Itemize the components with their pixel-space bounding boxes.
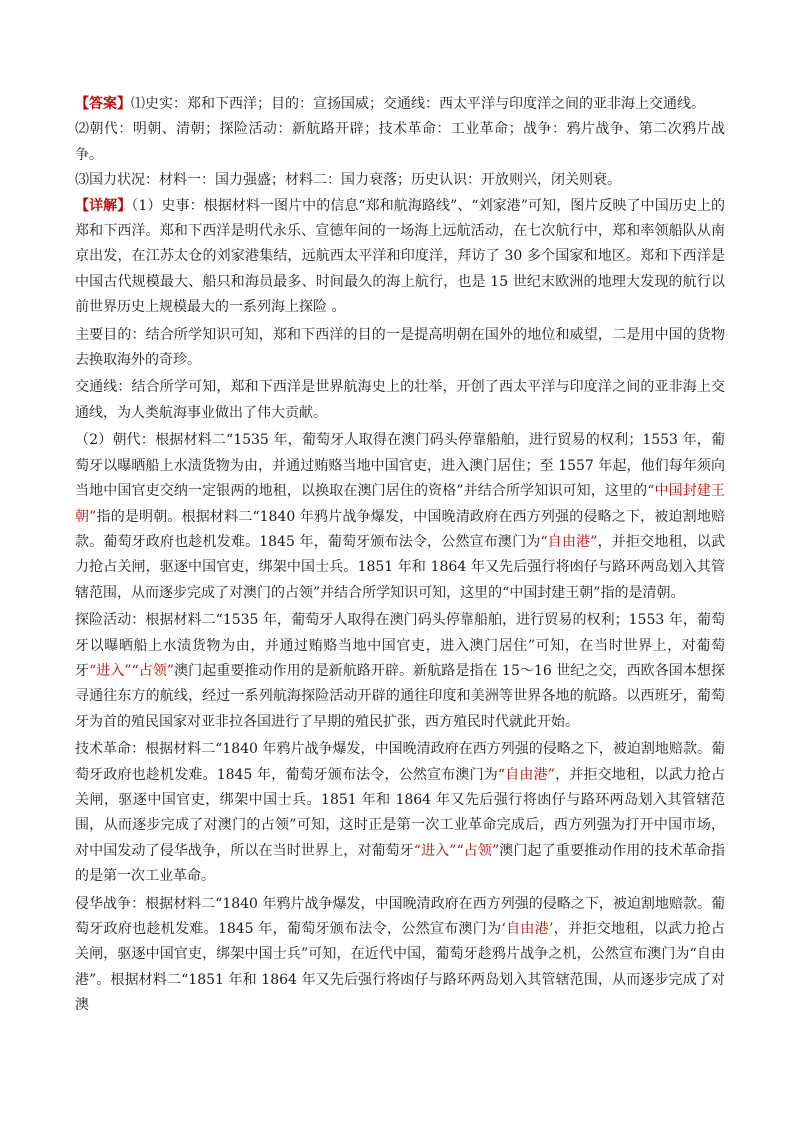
- highlight-enter-occupy: “进入”“占领”: [89, 662, 175, 679]
- answer-content: [75, 92, 725, 1019]
- detail-text-7c: ，并拒交地租，以武力抢占关闸，驱逐中国官吏，绑架中国士兵”可知，在近代中国，葡萄牙趁鸦片战争之机，公然宣布澳门为“自由港”。根据材料二“1851 年和 1864 年又先后强行将凼仔与路环两岛划入其管辖范围，从而逐步完成了对澳: [75, 921, 726, 1014]
- detail-paragraph-5: [75, 608, 725, 735]
- detail-paragraph-4: [75, 428, 725, 606]
- highlight-feudal-dynasty: “中国封建王朝”: [75, 483, 725, 525]
- detail-text-6c: ，并拒交地租，以武力抢占关闸，驱逐中国官吏，绑架中国士兵。1851 年和 1864 年又先后强行将凼仔与路环两岛划入其管辖范围，从而逐步完成了对澳门的占领”可知，这时正是第一次工业革命完成后，西方列强为打开中国市场，对中国发动了侵华战争，所以在当时世界上，对葡萄牙: [75, 766, 726, 859]
- answer-text-1: ⑴史实：郑和下西洋；目的：宣扬国威；交通线：西太平洋与印度洋之间的亚非海上交通线。: [131, 96, 705, 112]
- detail-paragraph-3: 交通线：结合所学可知，郑和下西洋是世界航海史上的壮举，开创了西太平洋与印度洋之间的亚非海上交通线，为人类航海事业做出了伟大贡献。: [75, 379, 725, 421]
- detail-text-4c: 指的是明朝。根据材料二“1840 年鸦片战争爆发，中国晚清政府在西方列强的侵略之下，被迫割地赔款。葡萄牙政府也趁机发难。1845 年，葡萄牙颁布法令，公然宣布澳门为: [75, 508, 725, 550]
- detail-text-4a: （2）朝代：根据材料二“1535 年，葡萄牙人取得在澳门码头停靠船舶，进行贸易的权利；1553 年，葡萄牙以曝晒船上水渍货物为由，并通过贿赂当地中国官吏，进入澳门居住；至 1557 年起，他们每年须向当地中国官吏交纳一定银两的地租，以换取在澳门居住的资格”并结合所学知识可知，这里的: [75, 432, 725, 500]
- highlight-free-port: “自由港”: [540, 533, 598, 550]
- answer-tag: 【答案】: [75, 96, 131, 112]
- detail-text-4e: ，并拒交地租，以武力抢占关闸，驱逐中国官吏，绑架中国士兵。1851 年和 1864 年又先后强行将凼仔与路环两岛划入其管辖范围，从而逐步完成了对澳门的占领”并结合所学知识可知，这里的“中国封建王朝”指的是清朝。: [75, 533, 726, 601]
- detail-paragraph-7: [75, 892, 725, 1019]
- detail-text-7a: 侵华战争：根据材料二“1840 年鸦片战争爆发，中国晚清政府在西方列强的侵略之下，被迫割地赔款。葡萄牙政府也趁机发难。1845 年，葡萄牙颁布法令，公然宣布澳门为: [75, 895, 725, 937]
- detail-text-6a: 技术革命：根据材料二“1840 年鸦片战争爆发，中国晚清政府在西方列强的侵略之下，被迫割地赔款。葡萄牙政府也趁机发难。1845 年，葡萄牙颁布法令，公然宣布澳门为: [75, 741, 725, 783]
- detail-text-5c: 澳门起重要推动作用的是新航路开辟。新航路是指在 15～16 世纪之交，西欧各国本想探寻通往东方的航线，经过一系列航海探险活动开辟的通往印度和美洲等世界各地的航路。以西班牙，葡萄牙为首的殖民国家对亚非拉各国进行了早期的殖民扩张，西方殖民时代就此开始。: [75, 662, 725, 730]
- highlight-free-port-2: “自由港”: [497, 766, 555, 783]
- detail-paragraph-6: [75, 737, 725, 889]
- detail-text-5a: 探险活动：根据材料二“1535 年，葡萄牙人取得在澳门码头停靠船舶，进行贸易的权利；1553 年，葡萄牙以曝晒船上水渍货物为由，并通过贿赂当地中国官吏，进入澳门居住”可知，在当时世界上，对葡萄牙: [75, 612, 725, 679]
- detail-text-1: （1）史事：根据材料一图片中的信息“郑和航海路线”、“刘家港”可知，图片反映了中国历史上的郑和下西洋。郑和下西洋是明代永乐、宣德年间的一场海上远航活动，在七次航行中，郑和率领船队从南京出发，在江苏太仓的刘家港集结，远航西太平洋和印度洋，拜访了 30 多个国家和地区。郑和下西洋是中国古代规模最大、船只和海员最多、时间最久的海上航行，也是 15 世纪末欧洲的地理大发现的航行以前世界历史上规模最大的一系列海上探险 。: [75, 197, 725, 316]
- highlight-free-port-3: ‘自由港’: [501, 921, 554, 937]
- detail-paragraph-1: [75, 194, 725, 321]
- answer-line-3: ⑶国力状况：材料一：国力强盛；材料二：国力衰落；历史认识：开放则兴，闭关则衰。: [75, 172, 621, 189]
- highlight-enter-occupy-2: “进入”“占领”: [413, 842, 500, 859]
- detail-text-6e: 澳门起了重要推动作用的技术革命指的是第一次工业革命。: [75, 842, 725, 885]
- answer-line-1: [75, 92, 725, 117]
- detail-paragraph-2: 主要目的：结合所学知识可知，郑和下西洋的目的一是提高明朝在国外的地位和威望，二是用中国的货物去换取海外的奇珍。: [75, 326, 725, 369]
- answer-line-2: ⑵朝代：明朝、清朝；探险活动：新航路开辟；技术革命：工业革命；战争：鸦片战争、第二次鸦片战争。: [75, 121, 725, 163]
- detail-tag: 【详解】: [75, 197, 132, 214]
